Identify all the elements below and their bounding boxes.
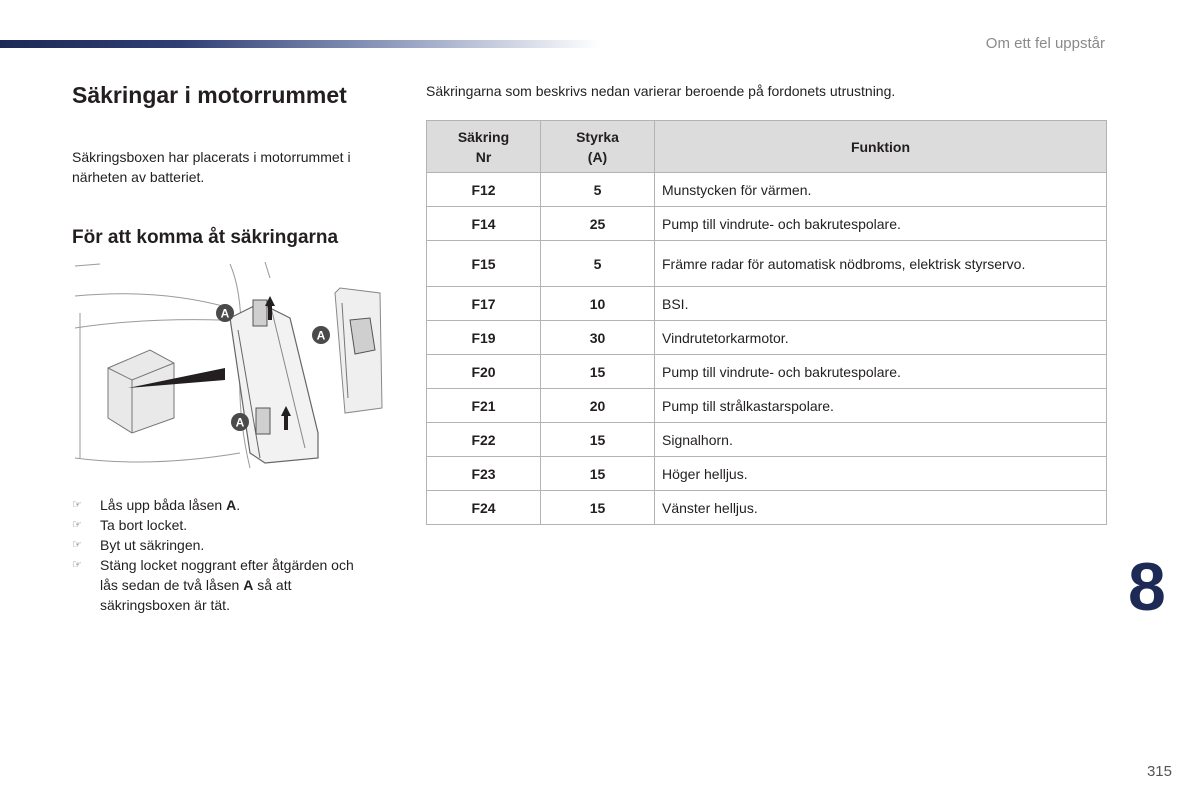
subsection-title: För att komma åt säkringarna (72, 227, 339, 248)
chapter-number: 8 (1128, 549, 1166, 625)
page-number: 315 (1146, 763, 1172, 780)
hand-pointer-icon: ☞ (72, 519, 82, 531)
hand-pointer-icon: ☞ (72, 499, 82, 511)
hand-pointer-icon: ☞ (72, 539, 82, 551)
section-title: Om ett fel uppstår (985, 35, 1105, 52)
instruction-step: ☞ Byt ut säkringen. (72, 537, 205, 553)
instruction-list (72, 495, 372, 615)
table-row: F22 15 Signalhorn. (427, 423, 1107, 457)
column-header-nr: Säkring Nr (427, 121, 541, 173)
lock-label-a-icon (312, 326, 330, 344)
table-row: F21 20 Pump till strålkastarspolare. (427, 389, 1107, 423)
table-row: F23 15 Höger helljus. (427, 457, 1107, 491)
table-row: F12 5 Munstycken för värmen. (427, 173, 1107, 207)
table-row: F20 15 Pump till vindrute- och bakrutespolare. (427, 355, 1107, 389)
lock-label-a-icon (216, 304, 234, 322)
lock-label-a-icon (231, 413, 249, 431)
table-row: F14 25 Pump till vindrute- och bakrutespolare. (427, 207, 1107, 241)
intro-text: Säkringsboxen har placerats i motorrummet i närheten av batteriet. (72, 149, 351, 185)
page-title: Säkringar i motorrummet (72, 82, 347, 108)
column-header-function: Funktion (655, 121, 1107, 173)
instruction-step: ☞ Lås upp båda låsen A. (72, 497, 241, 513)
left-column (72, 82, 392, 249)
table-row: F19 30 Vindrutetorkarmotor. (427, 321, 1107, 355)
table-row: F24 15 Vänster helljus. (427, 491, 1107, 525)
table-intro: Säkringarna som beskrivs nedan varierar beroende på fordonets utrustning. (426, 83, 896, 99)
svg-text:A: A (235, 415, 245, 430)
table-row: F15 5 Främre radar för automatisk nödbroms, elektrisk styrservo. (427, 241, 1107, 287)
column-header-amp: Styrka (A) (541, 121, 655, 173)
header-color-bar (0, 40, 600, 48)
svg-text:A: A (220, 306, 230, 321)
instruction-step: ☞ Ta bort locket. (72, 517, 188, 533)
fusebox-illustration (70, 258, 390, 483)
table-header-row (427, 121, 1107, 173)
fuse-table (426, 120, 1107, 525)
hand-pointer-icon: ☞ (72, 559, 82, 571)
instruction-step: ☞ Stäng locket noggrant efter åtgärden och lås sedan de två låsen A så att säkringsboxen är tät. (72, 557, 354, 613)
svg-text:A: A (316, 328, 326, 343)
table-row: F17 10 BSI. (427, 287, 1107, 321)
